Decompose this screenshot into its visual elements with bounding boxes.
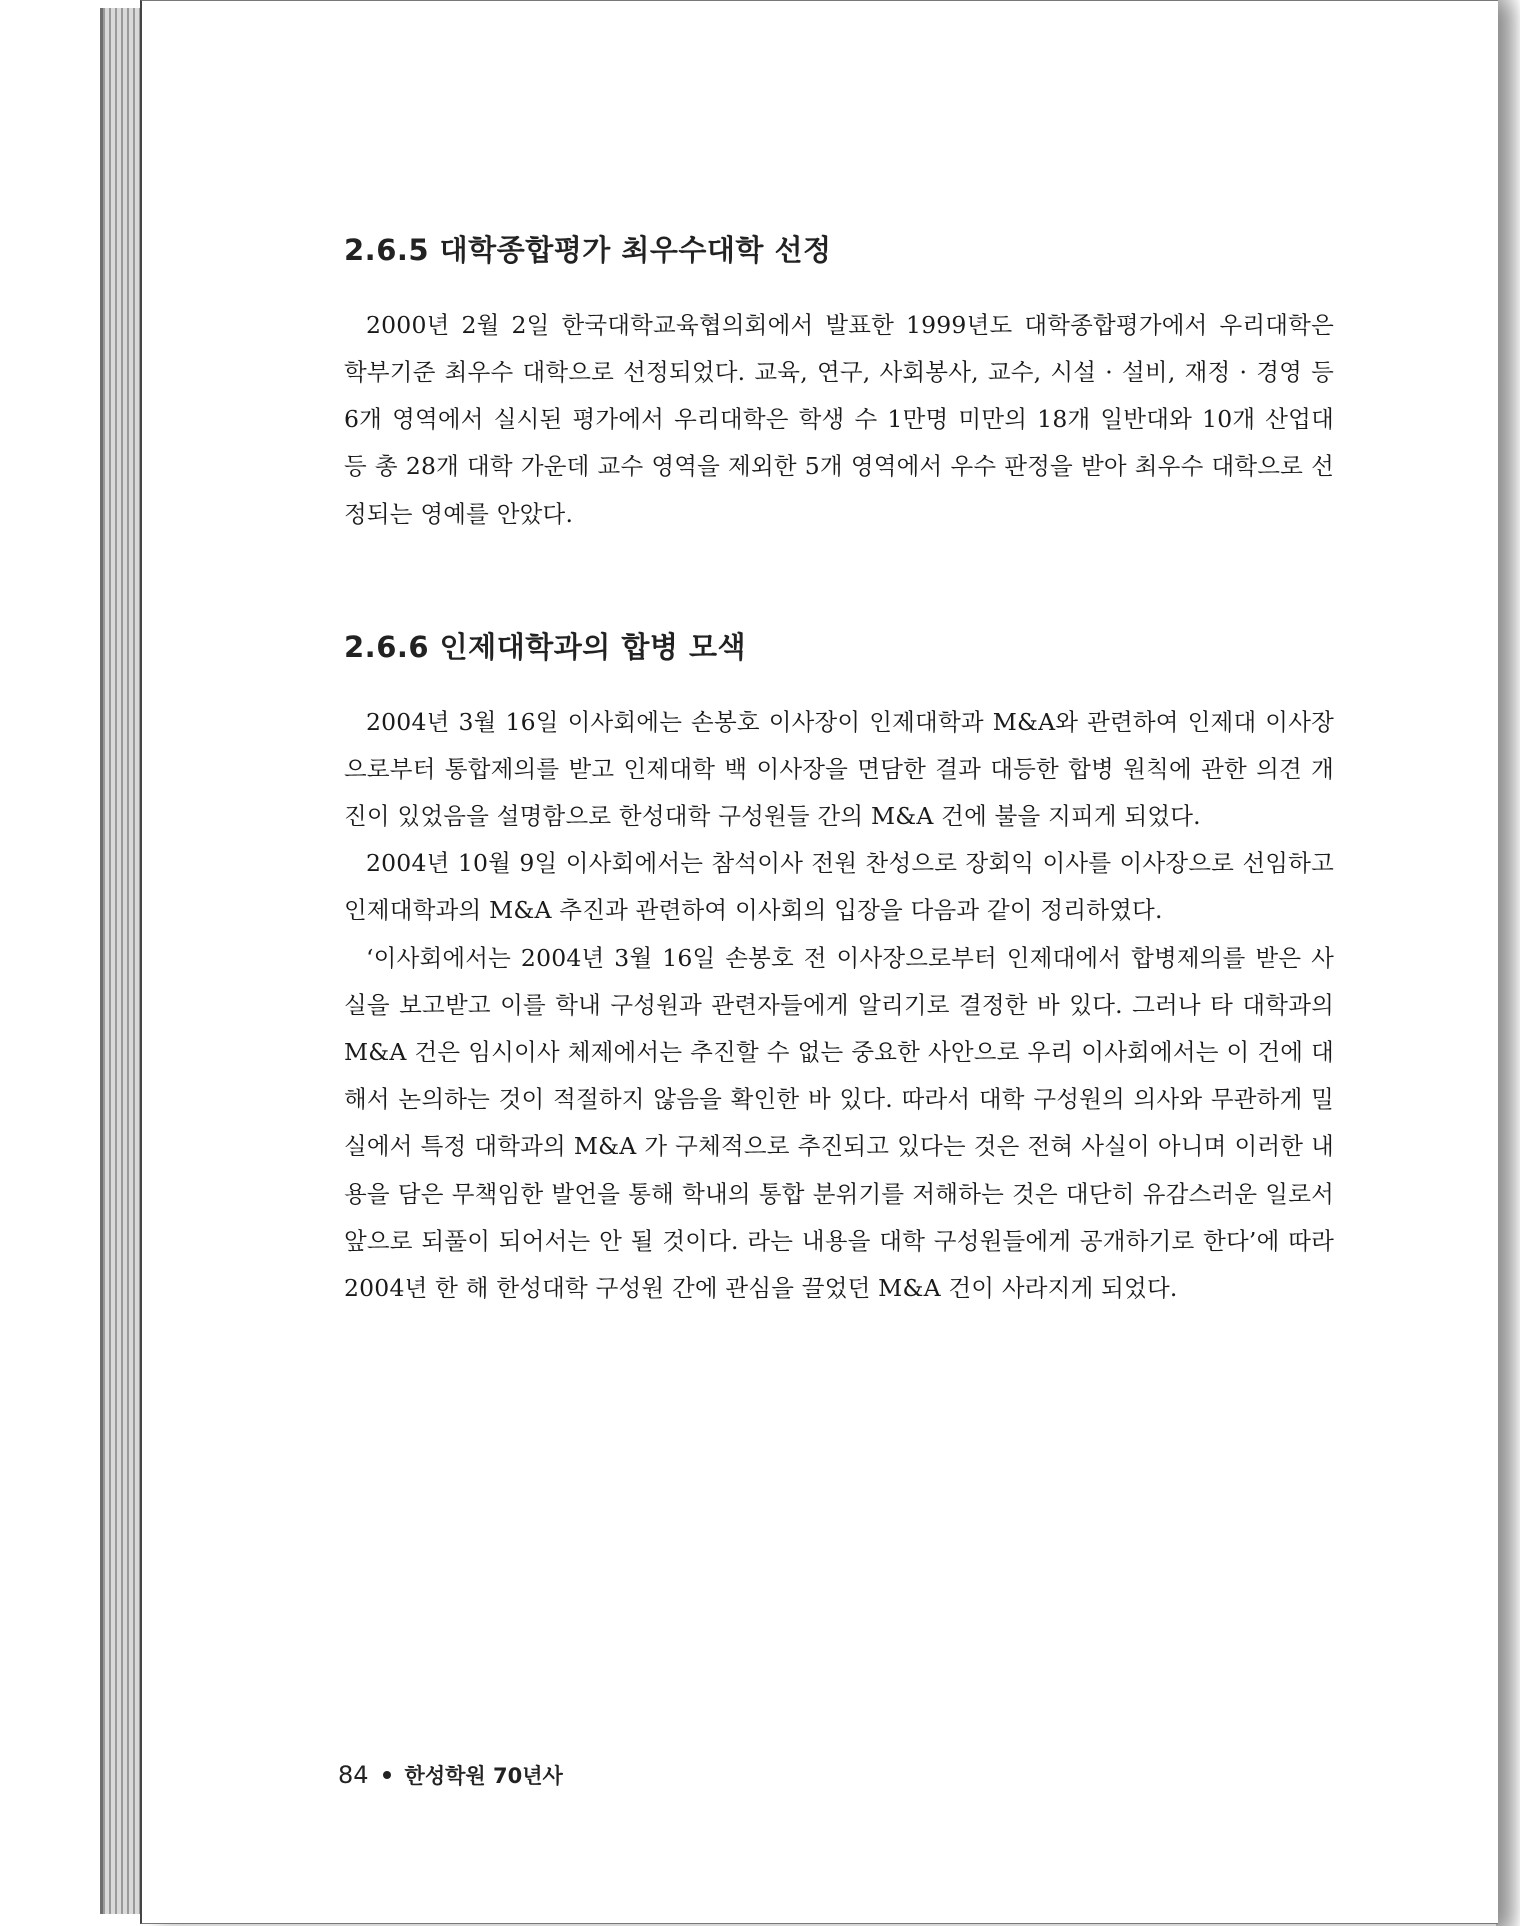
page-content bbox=[344, 233, 1334, 1312]
section-heading: 2.6.5 대학종합평가 최우수대학 선정 bbox=[344, 233, 832, 267]
section-2-6-6 bbox=[344, 630, 1334, 1312]
section-heading: 2.6.6 인제대학과의 합병 모색 bbox=[344, 629, 746, 664]
paragraph: ‘이사회에서는 2004년 3월 16일 손봉호 전 이사장으로부터 인제대에서 합병제의를 받은 사실을 보고받고 이를 학내 구성원과 관련자들에게 알리기로 결정한 바 있다. 그러나 타 대학과의 M&A 건은 임시이사 체제에서는 추진할 수 없는 중요한 사안으로 우리 이사회에서는 이 건에 대해서 논의하는 것이 적절하지 않음을 확인한 바 있다. 따라서 대학 구성원의 의사와 무관하게 밀실에서 특정 대학과의 M&A 가 구체적으로 추진되고 있다는 것은 전혀 사실이 아니며 이러한 내용을 담은 무책임한 발언을 통해 학내의 통합 분위기를 저해하는 것은 대단히 유감스러운 일로서 앞으로 되풀이 되어서는 안 될 것이다. 라는 내용을 대학 구성원들에게 공개하기로 한다’에 따라 2004년 한 해 한성대학 구성원 간에 관심을 끌었던 M&A 건이 사라지게 되었다. bbox=[344, 943, 1334, 1303]
paragraph: 2004년 3월 16일 이사회에는 손봉호 이사장이 인제대학과 M&A와 관련하여 인제대 이사장으로부터 통합제의를 받고 인제대학 백 이사장을 면담한 결과 대등한 합병 원칙에 관한 의견 개진이 있었음을 설명함으로 한성대학 구성원들 간의 M&A 건에 불을 지피게 되었다. bbox=[344, 707, 1334, 831]
page-footer bbox=[338, 1760, 563, 1790]
section-2-6-5 bbox=[344, 233, 1334, 538]
paragraph: 2004년 10월 9일 이사회에서는 참석이사 전원 찬성으로 장회익 이사를 이사장으로 선임하고 인제대학과의 M&A 추진과 관련하여 이사회의 입장을 다음과 같이 정리하였다. bbox=[344, 849, 1334, 925]
bullet-dot-icon bbox=[383, 1771, 391, 1779]
paragraph: 2000년 2월 2일 한국대학교육협의회에서 발표한 1999년도 대학종합평가에서 우리대학은 학부기준 최우수 대학으로 선정되었다. 교육, 연구, 사회봉사, 교수, 시설 · 설비, 재정 · 경영 등 6개 영역에서 실시된 평가에서 우리대학은 학생 수 1만명 미만의 18개 일반대와 10개 산업대 등 총 28개 대학 가운데 교수 영역을 제외한 5개 영역에서 우수 판정을 받아 최우수 대학으로 선정되는 영예를 안았다. bbox=[344, 310, 1334, 528]
book-title: 한성학원 70년사 bbox=[404, 1764, 563, 1788]
book-page bbox=[140, 0, 1498, 1924]
page-shadow bbox=[1496, 0, 1520, 1926]
page-number: 84 bbox=[338, 1761, 369, 1789]
